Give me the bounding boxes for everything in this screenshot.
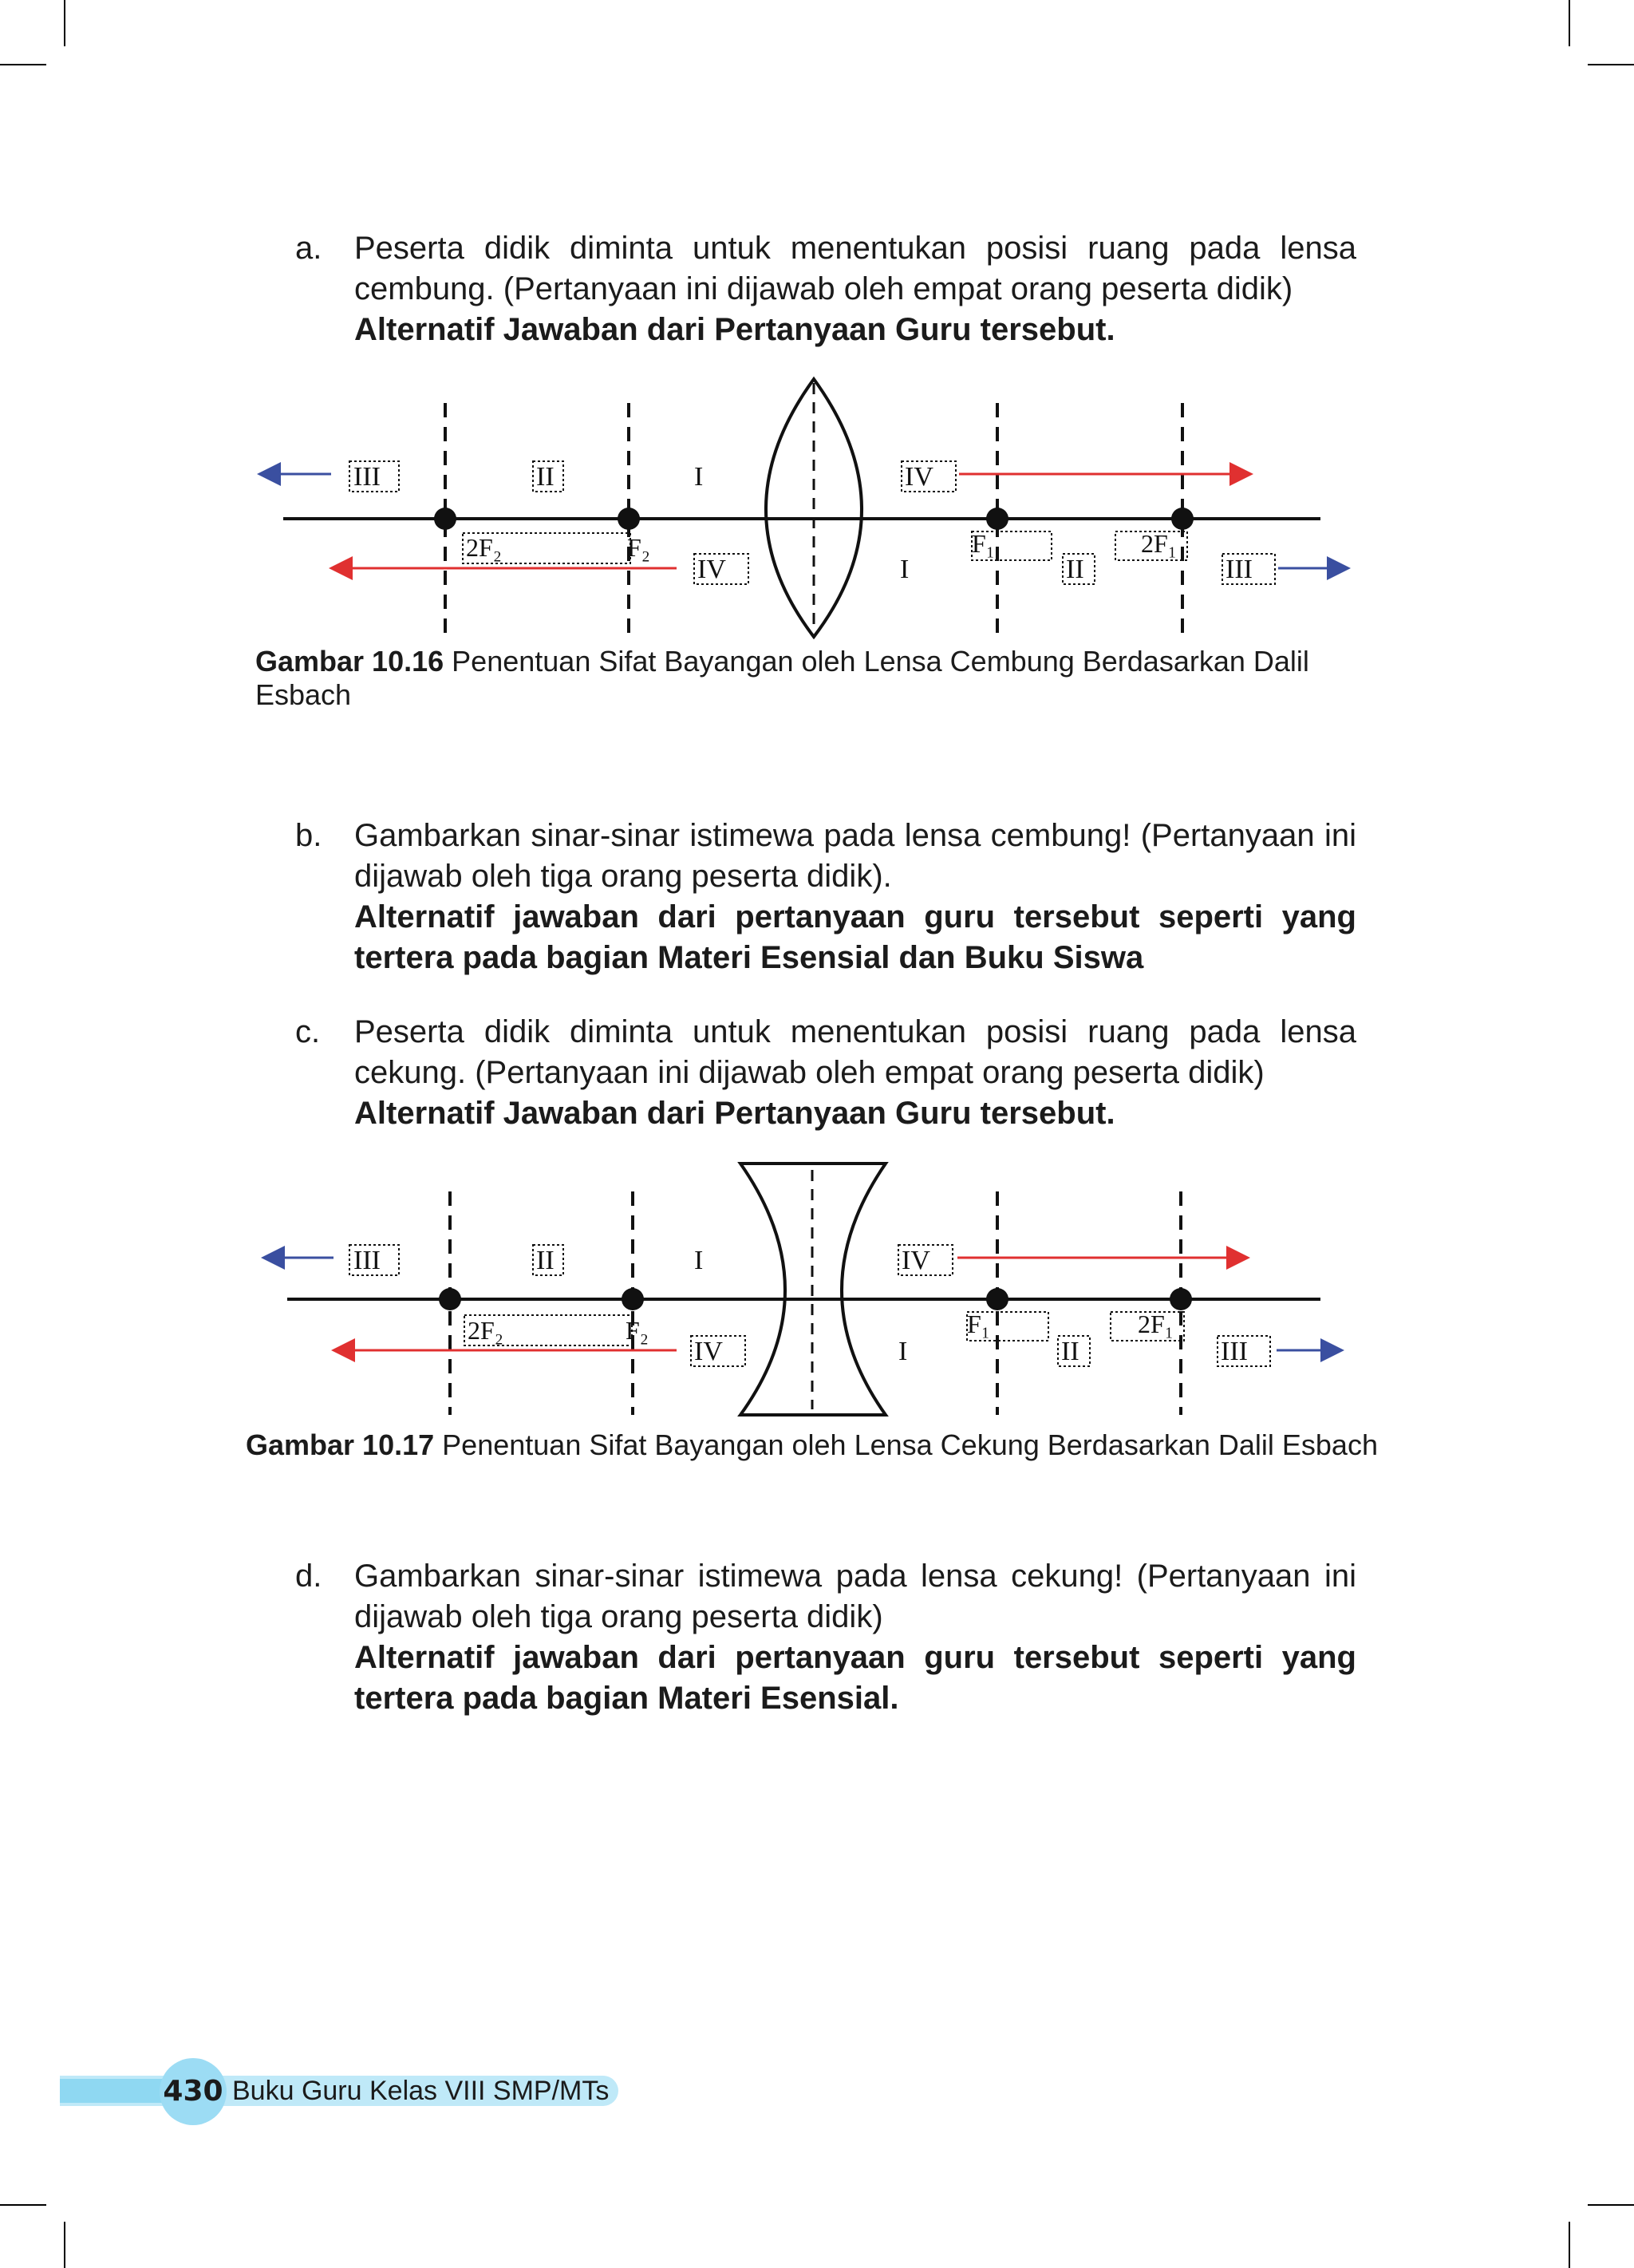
label-space-iii-top: III <box>353 1246 381 1275</box>
label-f2: F₂ <box>627 533 650 562</box>
book-title: Buku Guru Kelas VIII SMP/MTs <box>232 2076 610 2106</box>
label-space-ii-bot: II <box>1061 1337 1079 1366</box>
item-letter: c. <box>295 1014 321 1049</box>
item-answer: Alternatif jawaban dari pertanyaan guru tersebut seperti yang tertera pada bagian Materi Esensial dan Buku Siswa <box>354 899 1356 975</box>
crop-mark <box>0 2204 46 2206</box>
figure-number: Gambar 10.17 <box>246 1428 435 1461</box>
figure-convex-lens <box>239 375 1356 646</box>
point-f1 <box>986 1288 1008 1310</box>
label-space-iv-bot: IV <box>694 1337 723 1366</box>
crop-mark <box>1569 2222 1570 2268</box>
figure-concave-lens <box>239 1156 1356 1427</box>
figure-number: Gambar 10.16 <box>255 645 444 678</box>
figure-caption-10-16 <box>255 645 1388 712</box>
label-f1: F₁ <box>972 529 995 558</box>
list-item-a <box>295 228 1356 350</box>
label-f2: F₂ <box>626 1316 649 1345</box>
item-question: Gambarkan sinar-sinar istimewa pada lensa cembung! (Pertanyaan ini dijawab oleh tiga orang peserta didik). <box>354 818 1356 894</box>
label-space-iii-top: III <box>353 462 381 492</box>
list-item-d <box>295 1556 1356 1719</box>
crop-mark <box>1588 2204 1634 2206</box>
item-question: Peserta didik diminta untuk menentukan posisi ruang pada lensa cekung. (Pertanyaan ini dijawab oleh empat orang peserta didik) <box>354 1014 1356 1090</box>
label-space-i-bot: I <box>900 555 910 584</box>
item-letter: b. <box>295 818 322 853</box>
label-space-iii-bot: III <box>1226 555 1253 584</box>
point-2f1 <box>1171 508 1194 530</box>
label-space-i-top: I <box>694 462 704 492</box>
item-question: Gambarkan sinar-sinar istimewa pada lensa cekung! (Pertanyaan ini dijawab oleh tiga orang peserta didik) <box>354 1559 1356 1634</box>
point-f2 <box>622 1288 644 1310</box>
label-space-ii-top: II <box>536 1246 555 1275</box>
label-space-ii-bot: II <box>1066 555 1084 584</box>
label-f1: F₁ <box>967 1310 990 1338</box>
page-footer <box>60 2055 626 2127</box>
label-space-ii-top: II <box>536 462 555 492</box>
point-f1 <box>986 508 1008 530</box>
point-2f1 <box>1170 1288 1192 1310</box>
label-space-iv-top: IV <box>902 1246 930 1275</box>
crop-mark <box>0 64 46 65</box>
point-2f2 <box>434 508 456 530</box>
list-item-c <box>295 1012 1356 1134</box>
crop-mark <box>1569 0 1570 46</box>
label-space-iv-bot: IV <box>697 555 726 584</box>
point-2f2 <box>439 1288 461 1310</box>
label-space-i-bot: I <box>898 1337 908 1366</box>
label-2f2: 2F₂ <box>468 1316 503 1345</box>
label-2f1: 2F₁ <box>1138 1310 1174 1338</box>
page-number: 430 <box>160 2058 227 2125</box>
item-answer: Alternatif jawaban dari pertanyaan guru tersebut seperti yang tertera pada bagian Materi Esensial. <box>354 1640 1356 1716</box>
item-letter: a. <box>295 231 322 266</box>
point-f2 <box>618 508 640 530</box>
label-2f1: 2F₁ <box>1141 529 1177 558</box>
figure-caption-10-17 <box>246 1428 1379 1462</box>
crop-mark <box>64 2222 65 2268</box>
crop-mark <box>1588 64 1634 65</box>
item-letter: d. <box>295 1559 322 1594</box>
list-item-b <box>295 816 1356 978</box>
crop-mark <box>64 0 65 46</box>
label-space-iv-top: IV <box>905 462 933 492</box>
item-question: Peserta didik diminta untuk menentukan posisi ruang pada lensa cembung. (Pertanyaan ini dijawab oleh empat orang peserta didik) <box>354 231 1356 306</box>
item-answer: Alternatif Jawaban dari Pertanyaan Guru tersebut. <box>354 1096 1115 1131</box>
figure-caption-text: Penentuan Sifat Bayangan oleh Lensa Cembung Berdasarkan Dalil Esbach <box>255 645 1309 711</box>
label-space-iii-bot: III <box>1221 1337 1248 1366</box>
footer-band-accent <box>60 2079 172 2103</box>
figure-caption-text: Penentuan Sifat Bayangan oleh Lensa Cekung Berdasarkan Dalil Esbach <box>442 1428 1378 1461</box>
item-answer: Alternatif Jawaban dari Pertanyaan Guru tersebut. <box>354 312 1115 347</box>
label-2f2: 2F₂ <box>466 533 502 562</box>
label-space-i-top: I <box>694 1246 704 1275</box>
